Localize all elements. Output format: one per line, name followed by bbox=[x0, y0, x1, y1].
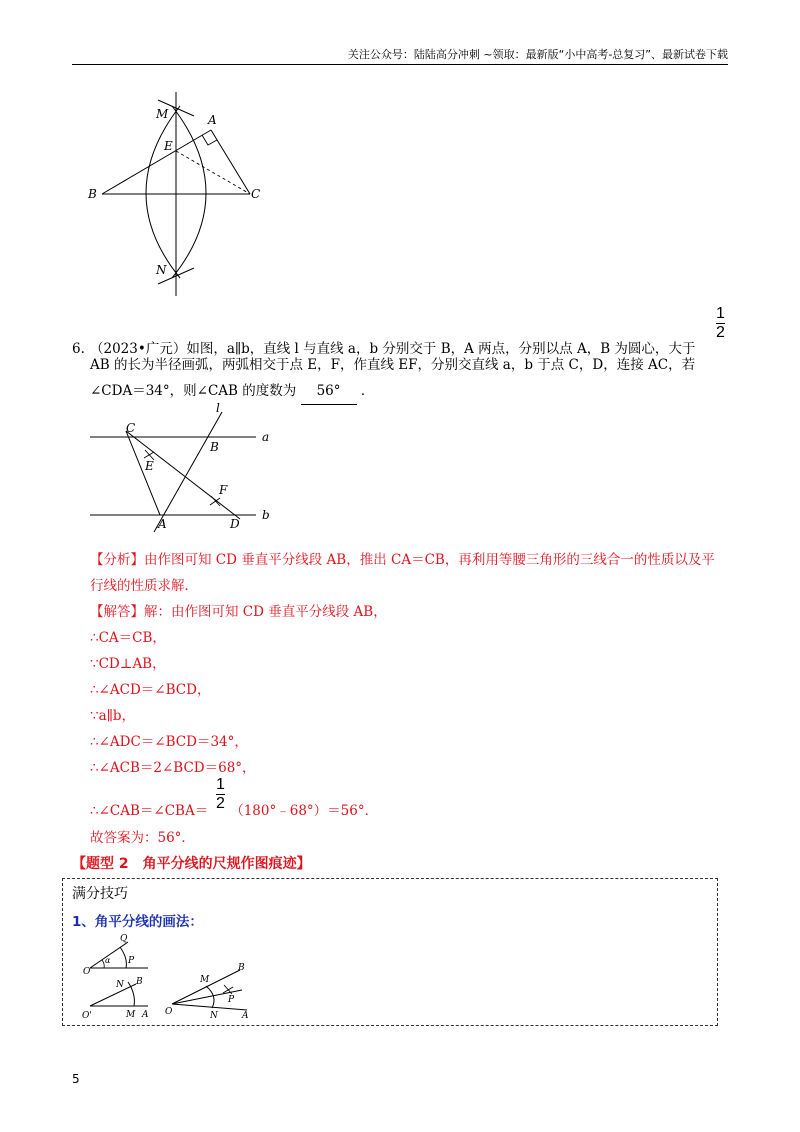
solution-last-post: （180°﹣68°）＝56°． bbox=[230, 803, 379, 819]
label-a2: A bbox=[158, 517, 167, 531]
tip-label-p2: P bbox=[228, 995, 235, 1005]
solution-fraction-denominator: 2 bbox=[216, 795, 225, 812]
solution-intro bbox=[90, 600, 387, 620]
tip-label-b: B bbox=[136, 977, 143, 987]
answer-blank: 56° bbox=[301, 378, 357, 405]
fraction-numerator: 1 bbox=[716, 305, 725, 322]
line-cd bbox=[126, 431, 240, 519]
line-ec bbox=[176, 151, 250, 194]
tip-label-b2: B bbox=[238, 963, 245, 973]
tip-label-a: A bbox=[142, 1010, 149, 1020]
label-a-line: a bbox=[262, 430, 270, 444]
arc-right bbox=[172, 106, 206, 278]
tip-label-q: Q bbox=[120, 934, 128, 944]
question-line-3 bbox=[90, 378, 374, 405]
tip-label-o-prime: O' bbox=[82, 1011, 92, 1020]
label-b-line: b bbox=[262, 508, 270, 522]
question-line-1: （2023•广元）如图，a∥b，直线 l 与直线 a，b 分别交于 B，A 两点，分别以点 A，B 为圆心，大于 bbox=[90, 341, 696, 357]
tip-label-n2: N bbox=[210, 1011, 218, 1020]
analysis-line-2: 行线的性质求解． bbox=[90, 578, 198, 594]
label-b: B bbox=[88, 187, 97, 201]
solution-step-4: ∵a∥b， bbox=[90, 708, 136, 724]
label-c2: C bbox=[126, 421, 136, 435]
solution-step-2: ∵CD⊥AB， bbox=[90, 656, 166, 672]
topic-heading: 【题型 2 角平分线的尺规作图痕迹】 bbox=[72, 856, 311, 872]
page-header: 关注公众号：陆陆高分冲刺 ~领取：最新版“小中高考-总复习”、最新试卷下载 bbox=[347, 48, 728, 61]
ray-oa bbox=[172, 1004, 247, 1010]
analysis-line-1 bbox=[90, 548, 715, 568]
solution-intro-text: 解：由作图可知 CD 垂直平分线段 AB， bbox=[144, 604, 387, 620]
question-end: ． bbox=[360, 383, 375, 399]
question-number: 6. bbox=[72, 341, 85, 357]
solution-step-7 bbox=[90, 799, 378, 819]
page-number: 5 bbox=[72, 1072, 80, 1086]
solution-step-5: ∴∠ADC＝∠BCD＝34°， bbox=[90, 734, 248, 750]
fraction-half bbox=[716, 306, 725, 341]
tip-label-p: P bbox=[128, 956, 135, 966]
solution-last-pre: ∴∠CAB＝∠CBA＝ bbox=[90, 803, 209, 819]
solution-fraction-half bbox=[216, 777, 225, 812]
solution-step-1: ∴CA＝CB， bbox=[90, 630, 166, 646]
label-f2: F bbox=[219, 483, 228, 497]
analysis-text-1: 由作图可知 CD 垂直平分线段 AB，推出 CA＝CB，再利用等腰三角形的三线合一的性质以及平 bbox=[144, 552, 715, 568]
figure-bisector-construction bbox=[80, 90, 280, 300]
line-ac bbox=[211, 130, 250, 194]
arc-left bbox=[146, 106, 180, 278]
tip-label-a2: A bbox=[242, 1011, 249, 1020]
tips-title: 满分技巧 bbox=[72, 886, 128, 902]
label-m: M bbox=[156, 107, 169, 121]
solution-step-3: ∴∠ACD＝∠BCD， bbox=[90, 682, 211, 698]
analysis-tag: 【分析】 bbox=[90, 552, 144, 568]
label-a: A bbox=[208, 113, 217, 127]
arc-pq bbox=[120, 947, 126, 968]
tip-label-m2: M bbox=[200, 975, 210, 985]
solution-fraction-numerator: 1 bbox=[216, 776, 225, 793]
label-e: E bbox=[164, 139, 173, 153]
label-c: C bbox=[251, 187, 261, 201]
tip-label-n: N bbox=[116, 980, 124, 990]
figure-parallel-lines bbox=[88, 402, 288, 537]
tips-subtitle: 1、角平分线的画法： bbox=[72, 914, 203, 930]
fraction-denominator: 2 bbox=[716, 324, 725, 341]
solution-tag: 【解答】 bbox=[90, 604, 144, 620]
tip-label-o: O bbox=[83, 967, 91, 977]
ray-o2b bbox=[90, 984, 136, 1006]
line-l bbox=[154, 412, 222, 532]
header-rule bbox=[72, 64, 728, 65]
label-b2: B bbox=[210, 440, 219, 454]
tip-label-alpha: α bbox=[105, 956, 111, 965]
figure-angle-bisector-method bbox=[82, 930, 272, 1020]
label-n: N bbox=[156, 263, 167, 277]
solution-step-6: ∴∠ACB＝2∠BCD＝68°， bbox=[90, 760, 256, 776]
label-l: l bbox=[216, 402, 220, 415]
solution-final: 故答案为：56°． bbox=[90, 830, 195, 846]
label-d2: D bbox=[230, 517, 240, 531]
question-stem: ∠CDA＝34°，则∠CAB 的度数为 bbox=[90, 383, 297, 399]
question-line-2: AB 的长为半径画弧，两弧相交于点 E，F，作直线 EF，分别交直线 a，b 于点 C，D，连接 AC，若 bbox=[90, 357, 696, 373]
line-ba bbox=[102, 130, 211, 194]
label-e2: E bbox=[145, 459, 154, 473]
angle-alpha-arc bbox=[102, 960, 104, 968]
tip-label-o2: O bbox=[165, 1007, 173, 1017]
tip-label-m: M bbox=[126, 1010, 136, 1020]
